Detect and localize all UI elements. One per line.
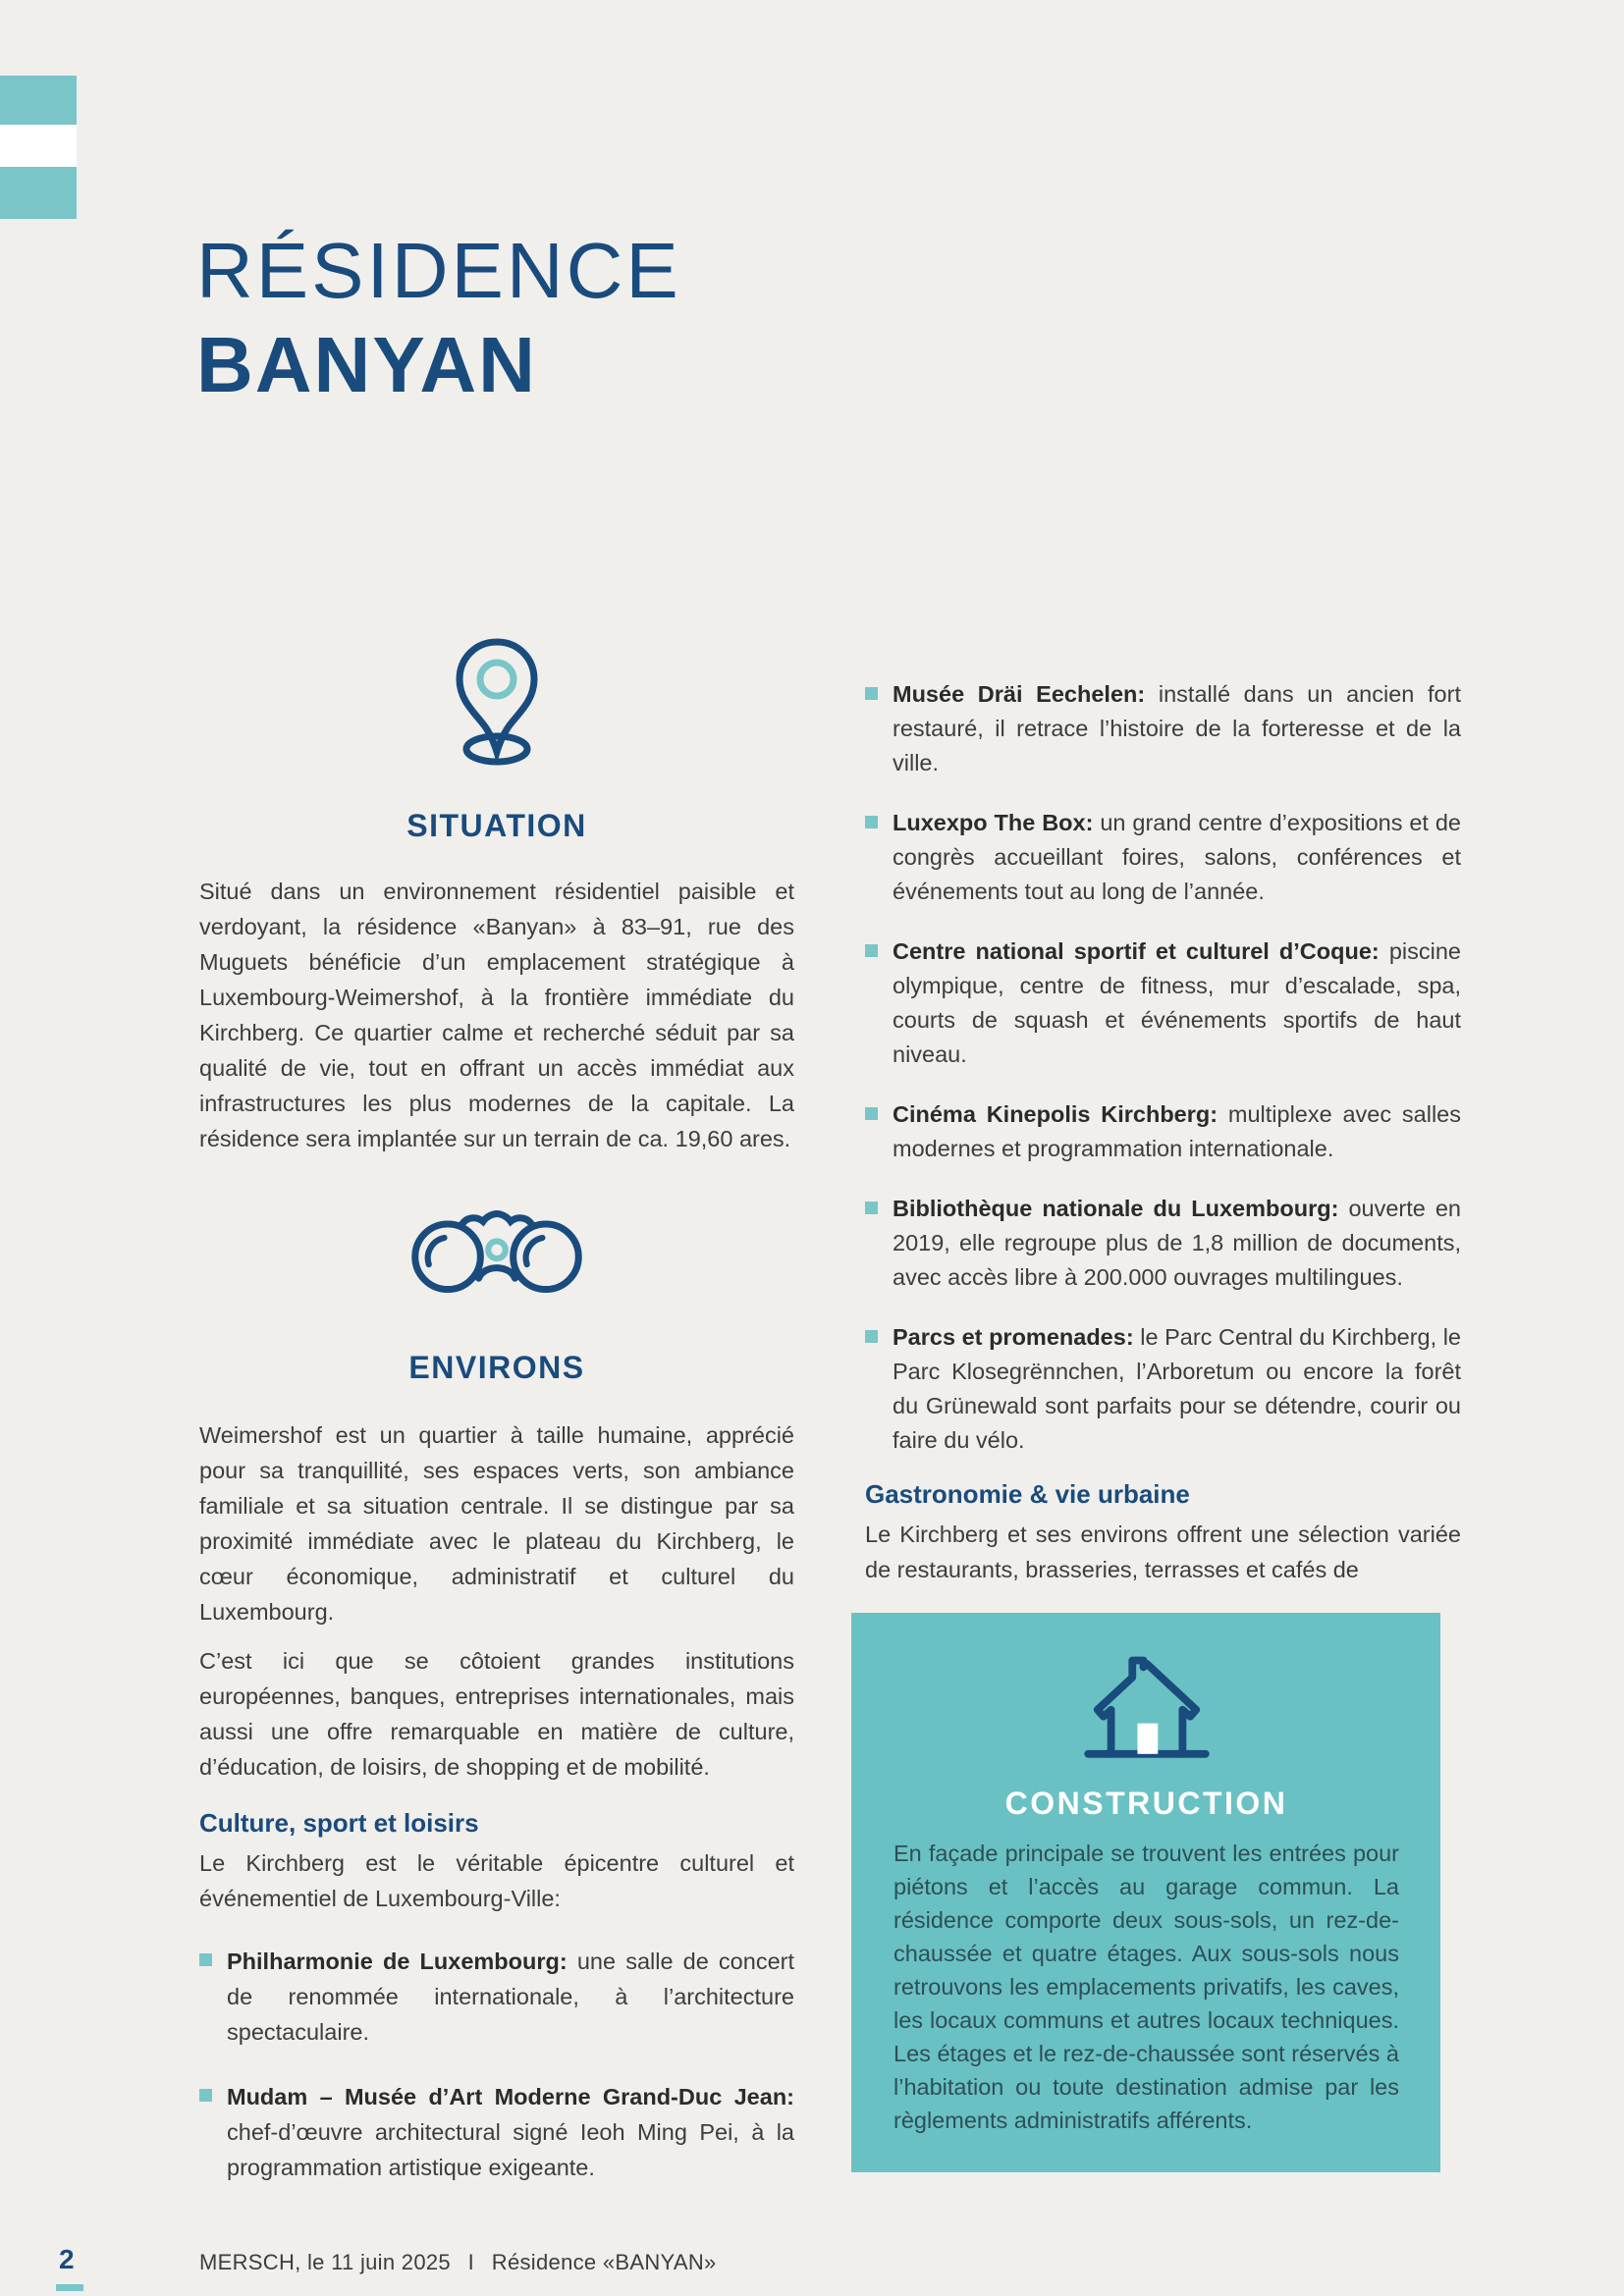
situation-heading: SITUATION [406,808,587,843]
environs-paragraph-1: Weimershof est un quartier à taille humaine, apprécié pour sa tranquillité, ses espaces verts, son ambiance familiale et sa situation centrale. Il se distingue par sa proximité immédiate avec le plateau du Kirchberg, le cœur économique, administratif et culturel du Luxembourg. [199,1422,794,1625]
situation-body: Situé dans un environnement résidentiel paisible et verdoyant, la résidence «Banyan» à 83–91, rue des Muguets bénéficie d’un emplacement stratégique à Luxembourg-Weimershof, à la frontière immédiate du Kirchberg. Ce quartier calme et recherché séduit par sa qualité de vie, tout en offrant un accès immédiat aux infrastructures les plus modernes de la capitale. La résidence sera implantée sur un terrain de ca. 19,60 ares. [199,879,794,1151]
list-item [865,806,1461,909]
page-title-line2: BANYAN [196,321,537,408]
binoculars-icon [199,1209,794,1294]
list-item [865,1192,1461,1295]
attractions-bullet-list [865,677,1461,1458]
list-item [865,677,1461,780]
page-title-line1: RÉSIDENCE [196,227,681,314]
bullet-label: Luxexpo The Box: [893,810,1094,835]
construction-heading: CONSTRUCTION [1004,1786,1288,1821]
bullet-square-icon [865,687,878,700]
list-item [865,1320,1461,1458]
content-columns [199,636,1461,2185]
bullet-text: piscine olympique, centre de fitness, mur d’escalade, spa, courts de squash et événements sportifs de haut niveau. [893,938,1461,1067]
gastronomie-body: Le Kirchberg et ses environs offrent une sélection variée de restaurants, brasseries, terrasses et cafés de [865,1522,1461,1582]
location-pin-icon [199,638,794,768]
page-number: 2 [59,2244,75,2274]
bullet-label: Centre national sportif et culturel d’Coque: [893,938,1380,964]
corner-teal-mark-bottom [0,167,77,219]
right-column [865,636,1461,2185]
bullet-label: Bibliothèque nationale du Luxembourg: [893,1196,1339,1221]
culture-bullet-list [199,1944,794,2185]
page-number-underline [56,2284,83,2291]
bullet-label: Parcs et promenades: [893,1324,1134,1350]
bullet-text: une salle de concert de renommée internationale, à l’architecture spectaculaire. [227,1949,794,2045]
construction-box [851,1613,1440,2172]
bullet-text: installé dans un ancien fort restauré, il retrace l’histoire de la forteresse et de la ville. [893,681,1461,775]
bullet-label: Philharmonie de Luxembourg: [227,1949,568,1974]
left-column [199,636,794,2185]
bullet-square-icon [199,1953,212,1966]
list-item [199,1944,794,2050]
bullet-label: Cinéma Kinepolis Kirchberg: [893,1101,1218,1127]
list-item [199,2079,794,2185]
bullet-text: le Parc Central du Kirchberg, le Parc Klosegrënnchen, l’Arboretum ou encore la forêt du Grünewald sont parfaits pour se détendre, courir ou faire du vélo. [893,1324,1461,1453]
bullet-square-icon [865,944,878,957]
bullet-square-icon [865,1201,878,1214]
bullet-text: un grand centre d’expositions et de congrès accueillant foires, salons, conférences et événements tout au long de l’année. [893,810,1462,904]
bullet-square-icon [865,1107,878,1120]
section-culture-sport [199,1808,794,2185]
environs-heading: ENVIRONS [408,1350,585,1385]
environs-paragraph-2: C’est ici que se côtoient grandes institutions européennes, banques, entreprises internationales, mais aussi une offre remarquable en matière de culture, d’éducation, de loisirs, de shopping et de mobilité. [199,1648,794,1780]
list-item [865,1097,1461,1166]
gastronomie-heading: Gastronomie & vie urbaine [865,1479,1190,1509]
bullet-square-icon [865,816,878,828]
list-item [865,934,1461,1072]
bullet-text: ouverte en 2019, elle regroupe plus de 1,8 million de documents, avec accès libre à 200.000 ouvrages multilingues. [893,1196,1461,1290]
bullet-square-icon [199,2089,212,2102]
bullet-text: chef-d’œuvre architectural signé Ieoh Ming Pei, à la programmation artistique exigeante. [227,2119,794,2180]
corner-teal-mark-top [0,76,77,125]
page-title [196,224,681,412]
corner-white-mark [0,125,77,167]
house-icon [893,1648,1399,1768]
culture-heading: Culture, sport et loisirs [199,1808,479,1838]
bullet-label: Mudam – Musée d’Art Moderne Grand-Duc Jean: [227,2084,794,2109]
footer-text: MERSCH, le 11 juin 2025 I Résidence «BANYAN» [199,2250,717,2274]
bullet-label: Musée Dräi Eechelen: [893,681,1146,707]
culture-intro: Le Kirchberg est le véritable épicentre culturel et événementiel de Luxembourg-Ville: [199,1850,794,1911]
construction-body: En façade principale se trouvent les entrées pour piétons et l’accès au garage commun. La résidence comporte deux sous-sols, un rez-de-chaussée et quatre étages. Aux sous-sols nous retrouvons les emplacements privatifs, les caves, les locaux communs et autres locaux techniques. Les étages et le rez-de-chaussée sont réservés à l’habitation ou toute destination admise par les règlements administratifs afférents. [893,1841,1399,2133]
section-environs [199,1209,794,1785]
section-situation [199,638,794,1156]
bullet-square-icon [865,1330,878,1343]
bullet-text: multiplexe avec salles modernes et programmation internationale. [893,1101,1461,1161]
